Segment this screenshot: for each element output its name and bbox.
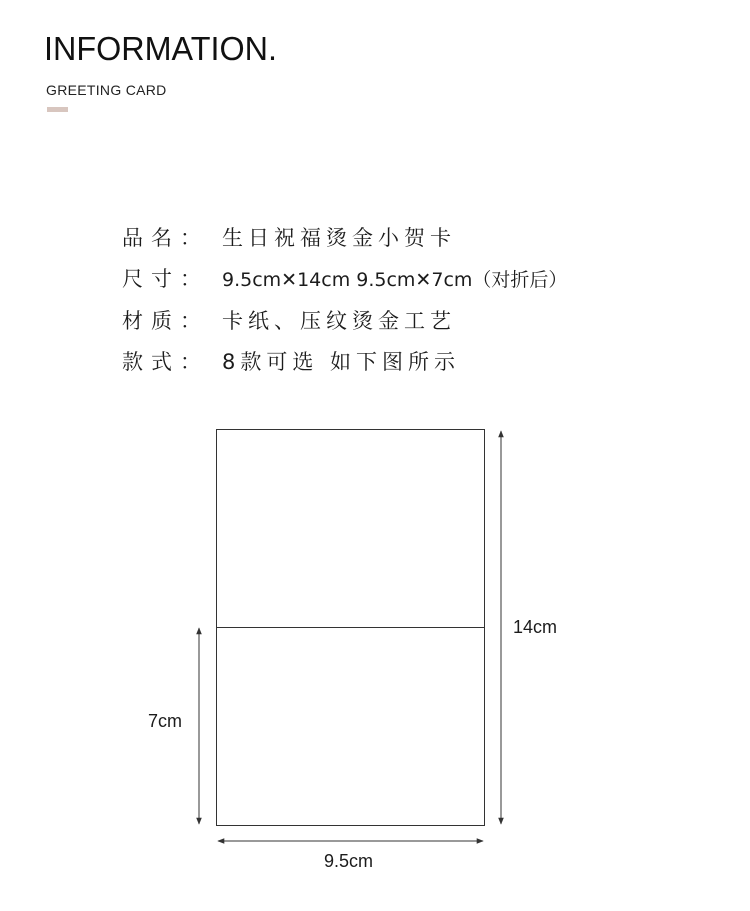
info-label: 款式： bbox=[122, 350, 209, 375]
info-value: 8款可选 如下图所示 bbox=[222, 350, 461, 375]
width-label: 9.5cm bbox=[324, 851, 374, 871]
info-label: 品名： bbox=[122, 225, 209, 250]
folded-height-label: 7cm bbox=[148, 711, 183, 731]
info-value: 9.5cm✕14cm 9.5cm✕7cm（对折后） bbox=[222, 268, 568, 291]
info-value: 卡纸、压纹烫金工艺 bbox=[222, 308, 456, 333]
page-title: INFORMATION. bbox=[44, 30, 277, 67]
page-subtitle: GREETING CARD bbox=[46, 82, 167, 98]
info-value: 生日祝福烫金小贺卡 bbox=[222, 225, 456, 250]
info-label: 材质： bbox=[122, 308, 209, 333]
height-label: 14cm bbox=[513, 617, 558, 637]
info-label: 尺寸： bbox=[122, 267, 209, 292]
